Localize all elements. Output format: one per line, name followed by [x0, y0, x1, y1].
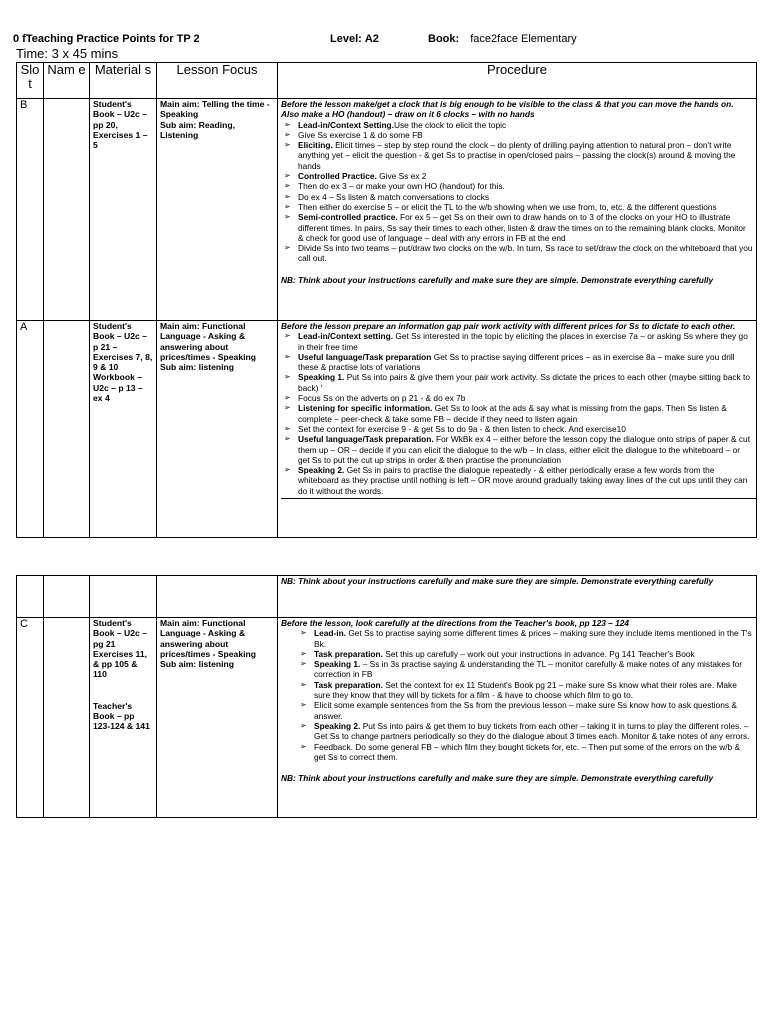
step-text: Set this up carefully – work out your instructions in advance. Pg 141 Teacher's Book — [382, 648, 695, 659]
name-cell — [44, 99, 90, 321]
step-text: Use the clock to elicit the topic — [393, 119, 507, 130]
materials-cell — [90, 576, 157, 618]
procedure-step — [281, 181, 753, 191]
procedure-note: NB: Think about your instructions carefully and make sure they are simple. Demonstrate everything carefully — [281, 773, 714, 784]
procedure-cell — [278, 321, 757, 538]
sub-aim: Sub aim: listening — [160, 659, 235, 670]
step-text: Get Ss to practise saying different prices – as in exercise 8a – make sure you drill these & practise lots of variations — [298, 351, 735, 373]
arrow-bullet-icon: ➢ — [284, 434, 291, 444]
procedure-step — [281, 700, 753, 721]
arrow-bullet-icon: ➢ — [300, 720, 307, 730]
arrow-bullet-icon: ➢ — [284, 331, 291, 341]
lesson-focus-cell — [157, 99, 278, 321]
procedure-step — [281, 331, 753, 352]
step-heading: Task preparation. — [314, 648, 383, 659]
lesson-plan-table-2 — [16, 575, 757, 818]
lesson-plan-table-1 — [16, 62, 757, 538]
step-heading: Lead-in/Context setting. — [298, 331, 394, 342]
lesson-row-b — [17, 99, 757, 321]
step-heading: Speaking 2. — [314, 720, 361, 731]
procedure-step — [281, 465, 753, 496]
materials-cell — [90, 618, 157, 818]
slot-cell: B — [17, 99, 44, 321]
arrow-bullet-icon: ➢ — [284, 140, 291, 150]
procedure-intro: Before the lesson make/get a clock that is big enough to be visible to the class & that you can move the hands on. Also make a HO (handout) – draw on it 6 clocks – with no hands — [281, 99, 734, 120]
arrow-bullet-icon: ➢ — [284, 201, 291, 211]
arrow-bullet-icon: ➢ — [284, 129, 291, 139]
divider-line — [281, 498, 756, 499]
step-text: For ex 5 – get Ss on their own to draw hands on to 3 of the clocks on your HO to illustrate different times. In pairs, Ss say their times to each other, listen & draw the times on to the remaining blank clocks. Monitor & check for good use of language – deal with any errors in FB at the end — [298, 212, 746, 243]
col-header-slot: Slo t — [17, 63, 44, 99]
procedure-step — [281, 130, 753, 140]
arrow-bullet-icon: ➢ — [284, 403, 291, 413]
step-heading: Task preparation. — [314, 679, 383, 690]
arrow-bullet-icon: ➢ — [284, 212, 291, 222]
step-text: Put Ss into pairs & give them your pair work activity. Ss dictate the prices to each other (maybe sitting back to back) ' — [298, 372, 750, 393]
sub-aim: Sub aim: listening — [160, 362, 235, 373]
lesson-focus-cell — [157, 321, 278, 538]
step-heading: Useful language/Task preparation. — [298, 434, 434, 445]
procedure-step — [281, 393, 753, 403]
col-header-name: Nam e — [44, 63, 90, 99]
step-text: Elicit times – step by step round the clock – do plenty of drilling paying attention to natural pron – don't write anything yet – elicit the question - & get Ss to practise in open/closed pairs – passing the clock(s) around & moving the hands — [298, 140, 736, 171]
note-row — [17, 576, 757, 618]
procedure-intro: Before the lesson prepare an information gap pair work activity with different prices for Ss to dictate to each other. — [281, 321, 736, 331]
step-text: Get Ss to look at the ads & say what is missing from the gaps. Then Ss listen & complete – peer-check & take some FB – decide if they need to listen again — [298, 403, 727, 424]
col-header-lesson-focus: Lesson Focus — [157, 63, 278, 99]
procedure-steps — [281, 628, 753, 762]
arrow-bullet-icon: ➢ — [284, 423, 291, 433]
procedure-step — [281, 434, 753, 465]
arrow-bullet-icon: ➢ — [300, 741, 307, 751]
procedure-step — [281, 120, 753, 130]
step-text: For WkBk ex 4 – either before the lesson copy the dialogue onto strips of paper & cut them up – OR – decide if you can elicit the dialogue to the w/b – In class, either elicit the dialogue to the whiteboard – or get Ss to put the cut up strips in order & then practise the pronunciation — [298, 434, 751, 465]
procedure-note: NB: Think about your instructions carefully and make sure they are simple. Demonstrate everything carefully — [281, 274, 714, 285]
step-text: Give Ss exercise 1 & do some FB — [298, 129, 423, 140]
lesson-row-a — [17, 321, 757, 538]
procedure-step — [281, 659, 753, 680]
step-heading: Semi-controlled practice. — [298, 212, 398, 223]
materials-teachers-book: Teacher's Book – pp 123-124 & 141 — [93, 700, 150, 732]
procedure-cell — [278, 99, 757, 321]
lesson-focus-cell — [157, 576, 278, 618]
step-text: Get Ss to practise saying some different times & prices – making sure they include items mentioned in the T's Bk. — [314, 628, 752, 649]
arrow-bullet-icon: ➢ — [300, 659, 307, 669]
arrow-bullet-icon: ➢ — [300, 628, 307, 638]
step-heading: Speaking 1. — [298, 372, 345, 383]
arrow-bullet-icon: ➢ — [284, 181, 291, 191]
procedure-steps — [281, 331, 753, 496]
arrow-bullet-icon: ➢ — [284, 372, 291, 382]
step-text: Get Ss in pairs to practise the dialogue repeatedly - & either periodically erase a few words from the whiteboard as they practise until nothing is left – OR move around gradually taking away lines of the cut ups until they can do it without the words. — [298, 465, 748, 496]
arrow-bullet-icon: ➢ — [284, 393, 291, 403]
materials-students-book: Student's Book – U2c – pg 21 Exercises 11, & pp 105 & 110 — [93, 618, 148, 680]
procedure-cell — [278, 576, 757, 618]
name-cell — [44, 576, 90, 618]
step-text: Then do ex 3 – or make your own HO (handout) for this. — [298, 181, 505, 192]
name-cell — [44, 618, 90, 818]
book-field — [428, 33, 577, 46]
procedure-step — [281, 202, 753, 212]
col-header-procedure: Procedure — [278, 63, 757, 99]
slot-cell: A — [17, 321, 44, 538]
step-heading: Speaking 2. — [298, 465, 345, 476]
procedure-step — [281, 424, 753, 434]
step-text: Then either do exercise 5 – or elicit the TL to the w/b showing when we use from, to, etc. & the different questions — [298, 201, 717, 212]
slot-cell: C — [17, 618, 44, 818]
level-field — [330, 33, 379, 46]
lesson-focus-cell — [157, 618, 278, 818]
procedure-step — [281, 742, 753, 763]
step-text: Set the context for ex 11 Student's Book pg 21 – make sure Ss know what their roles are. Make sure they know that they will by tickets for a film - & have to choose which film to go to. — [314, 679, 737, 701]
step-heading: Controlled Practice. — [298, 171, 377, 182]
procedure-step — [281, 628, 753, 649]
step-heading: Listening for specific information. — [298, 403, 433, 414]
procedure-step — [281, 403, 753, 424]
step-heading: Lead-in/Context Setting. — [298, 119, 394, 130]
name-cell — [44, 321, 90, 538]
procedure-intro: Before the lesson, look carefully at the directions from the Teacher's book, pp 123 – 124 — [281, 618, 630, 628]
step-heading: Useful language/Task preparation — [298, 351, 432, 362]
procedure-cell — [278, 618, 757, 818]
document-title: 0 fTeaching Practice Points for TP 2 — [13, 33, 200, 45]
materials-cell: Student's Book – U2c – pp 20, Exercises 1 – 5 — [90, 99, 157, 321]
procedure-steps — [281, 120, 753, 264]
procedure-step — [281, 649, 753, 659]
step-text: Focus Ss on the adverts on p 21 - & do ex 7b — [298, 393, 466, 404]
procedure-step — [281, 352, 753, 373]
lesson-row-c — [17, 618, 757, 818]
main-aim: Main aim: Functional Language - Asking & answering about prices/times - Speaking — [160, 321, 256, 362]
book-label: Book: — [428, 33, 460, 45]
level-value: A2 — [364, 33, 379, 45]
step-heading: Eliciting. — [298, 140, 333, 151]
arrow-bullet-icon: ➢ — [300, 700, 307, 710]
procedure-step — [281, 243, 753, 264]
main-aim: Main aim: Functional Language - Asking & answering about prices/times - Speaking — [160, 618, 256, 659]
arrow-bullet-icon: ➢ — [284, 465, 291, 475]
col-header-materials: Material s — [90, 63, 157, 99]
step-text: Do ex 4 – Ss listen & match conversations to clocks — [298, 191, 490, 202]
procedure-step — [281, 212, 753, 243]
procedure-step — [281, 680, 753, 701]
arrow-bullet-icon: ➢ — [284, 171, 291, 181]
table-header-row — [17, 63, 757, 99]
arrow-bullet-icon: ➢ — [284, 243, 291, 253]
slot-cell — [17, 576, 44, 618]
procedure-step — [281, 171, 753, 181]
arrow-bullet-icon: ➢ — [300, 679, 307, 689]
main-aim: Main aim: Telling the time - Speaking — [160, 99, 270, 120]
step-text: Set the context for exercise 9 - & get Ss to do 9a - & then listen to check. And exercise10 — [298, 423, 626, 434]
step-text: Get Ss interested in the topic by eliciting the places in exercise 7a – or asking Ss where they go in their free time — [298, 331, 748, 352]
step-text: Put Ss into pairs & get them to buy tickets from each other – taking it in turns to play the different roles. – Get Ss to change partners periodically so they do the dialogue about 3 times each. Monitor & take notes of any errors. — [314, 720, 750, 742]
step-heading: Speaking 1. — [314, 659, 361, 670]
book-value: face2face Elementary — [470, 33, 577, 45]
arrow-bullet-icon: ➢ — [284, 351, 291, 361]
sub-aim: Sub aim: Reading, Listening — [160, 119, 235, 140]
procedure-step — [281, 192, 753, 202]
lesson-time: Time: 3 x 45 mins — [16, 46, 119, 61]
step-text: Give Ss ex 2 — [376, 171, 427, 182]
procedure-step — [281, 140, 753, 171]
procedure-step — [281, 721, 753, 742]
step-text: Elicit some example sentences from the Ss from the previous lesson – make sure Ss know how to ask questions & answer. — [314, 700, 737, 721]
step-text: Feedback. Do some general FB – which film they bought tickets for, etc. – Then put some of the errors on the w/b & get Ss to correct them. — [314, 741, 741, 762]
step-text: Divide Ss into two teams – put/draw two clocks on the w/b. In turn, Ss race to set/draw the clock on the whiteboard that you call out. — [298, 243, 753, 264]
step-heading: Lead-in. — [314, 628, 346, 639]
step-text: – Ss in 3s practise saying & understanding the TL – monitor carefully & make notes of any mistakes for correction in FB — [314, 659, 743, 680]
level-label: Level: — [330, 33, 362, 45]
arrow-bullet-icon: ➢ — [284, 119, 291, 129]
procedure-step — [281, 372, 753, 393]
materials-cell: Student's Book – U2c – p 21 – Exercises 7, 8, 9 & 10 Workbook – U2c – p 13 – ex 4 — [90, 321, 157, 538]
arrow-bullet-icon: ➢ — [284, 191, 291, 201]
arrow-bullet-icon: ➢ — [300, 648, 307, 658]
procedure-note: NB: Think about your instructions carefully and make sure they are simple. Demonstrate everything carefully — [281, 576, 714, 586]
